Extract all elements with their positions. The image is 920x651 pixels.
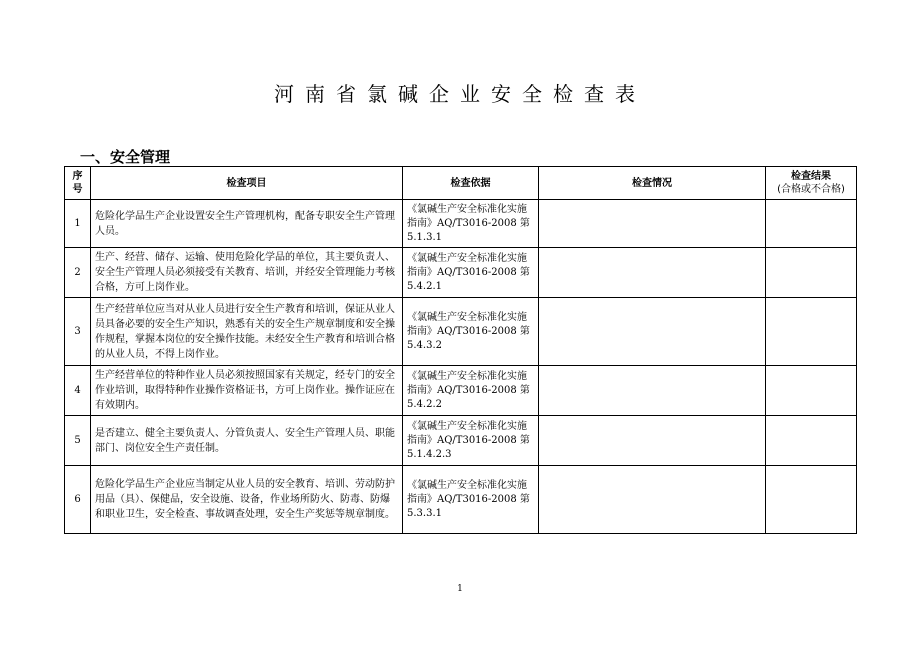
inspection-table	[64, 166, 857, 534]
header-result-sub: (合格或不合格)	[777, 184, 845, 195]
row-status	[539, 298, 766, 366]
page-number: 1	[457, 584, 463, 594]
row-status	[539, 366, 766, 416]
row-seq: 1	[65, 200, 91, 248]
row-seq: 2	[65, 248, 91, 298]
row-basis: 《氯碱生产安全标准化实施指南》AQ/T3016-2008 第5.4.3.2	[403, 298, 539, 366]
row-basis: 《氯碱生产安全标准化实施指南》AQ/T3016-2008 第5.1.3.1	[403, 200, 539, 248]
row-basis: 《氯碱生产安全标准化实施指南》AQ/T3016-2008 第5.4.2.2	[403, 366, 539, 416]
header-result	[766, 167, 857, 200]
page-title: 河南省氯碱企业安全检查表	[274, 82, 646, 106]
row-result	[766, 416, 857, 466]
row-status	[539, 248, 766, 298]
header-basis: 检查依据	[403, 167, 539, 200]
header-seq: 序号	[65, 167, 91, 200]
row-item: 生产经营单位的特种作业人员必须按照国家有关规定，经专门的安全作业培训，取得特种作业操作资格证书，方可上岗作业。操作证应在有效期内。	[91, 366, 403, 416]
row-item: 是否建立、健全主要负责人、分管负责人、安全生产管理人员、职能部门、岗位安全生产责任制。	[91, 416, 403, 466]
section-heading: 一、安全管理	[80, 148, 171, 166]
table-row	[65, 298, 857, 366]
header-item: 检查项目	[91, 167, 403, 200]
table-row	[65, 416, 857, 466]
row-basis: 《氯碱生产安全标准化实施指南》AQ/T3016-2008 第5.3.3.1	[403, 466, 539, 534]
table-row	[65, 466, 857, 534]
row-result	[766, 366, 857, 416]
row-seq: 3	[65, 298, 91, 366]
row-item: 危险化学品生产企业设置安全生产管理机构，配备专职安全生产管理人员。	[91, 200, 403, 248]
row-item: 生产经营单位应当对从业人员进行安全生产教育和培训，保证从业人员具备必要的安全生产知识，熟悉有关的安全生产规章制度和安全操作规程，掌握本岗位的安全操作技能。未经安全生产教育和培训合格的从业人员，不得上岗作业。	[91, 298, 403, 366]
table-row	[65, 366, 857, 416]
row-item: 危险化学品生产企业应当制定从业人员的安全教育、培训、劳动防护用品（具）、保健品，安全设施、设备，作业场所防火、防毒、防爆和职业卫生，安全检查、事故调查处理，安全生产奖惩等规章制度。	[91, 466, 403, 534]
row-status	[539, 466, 766, 534]
row-result	[766, 298, 857, 366]
header-status: 检查情况	[539, 167, 766, 200]
row-seq: 4	[65, 366, 91, 416]
table-row	[65, 200, 857, 248]
row-basis: 《氯碱生产安全标准化实施指南》AQ/T3016-2008 第5.4.2.1	[403, 248, 539, 298]
row-seq: 6	[65, 466, 91, 534]
row-result	[766, 200, 857, 248]
row-item: 生产、经营、储存、运输、使用危险化学品的单位，其主要负责人、安全生产管理人员必须接受有关教育、培训，并经安全管理能力考核合格，方可上岗作业。	[91, 248, 403, 298]
row-result	[766, 466, 857, 534]
row-result	[766, 248, 857, 298]
header-result-label: 检查结果	[791, 171, 831, 182]
row-status	[539, 416, 766, 466]
table-header-row	[65, 167, 857, 200]
row-status	[539, 200, 766, 248]
row-basis: 《氯碱生产安全标准化实施指南》AQ/T3016-2008 第5.1.4.2.3	[403, 416, 539, 466]
table-row	[65, 248, 857, 298]
row-seq: 5	[65, 416, 91, 466]
